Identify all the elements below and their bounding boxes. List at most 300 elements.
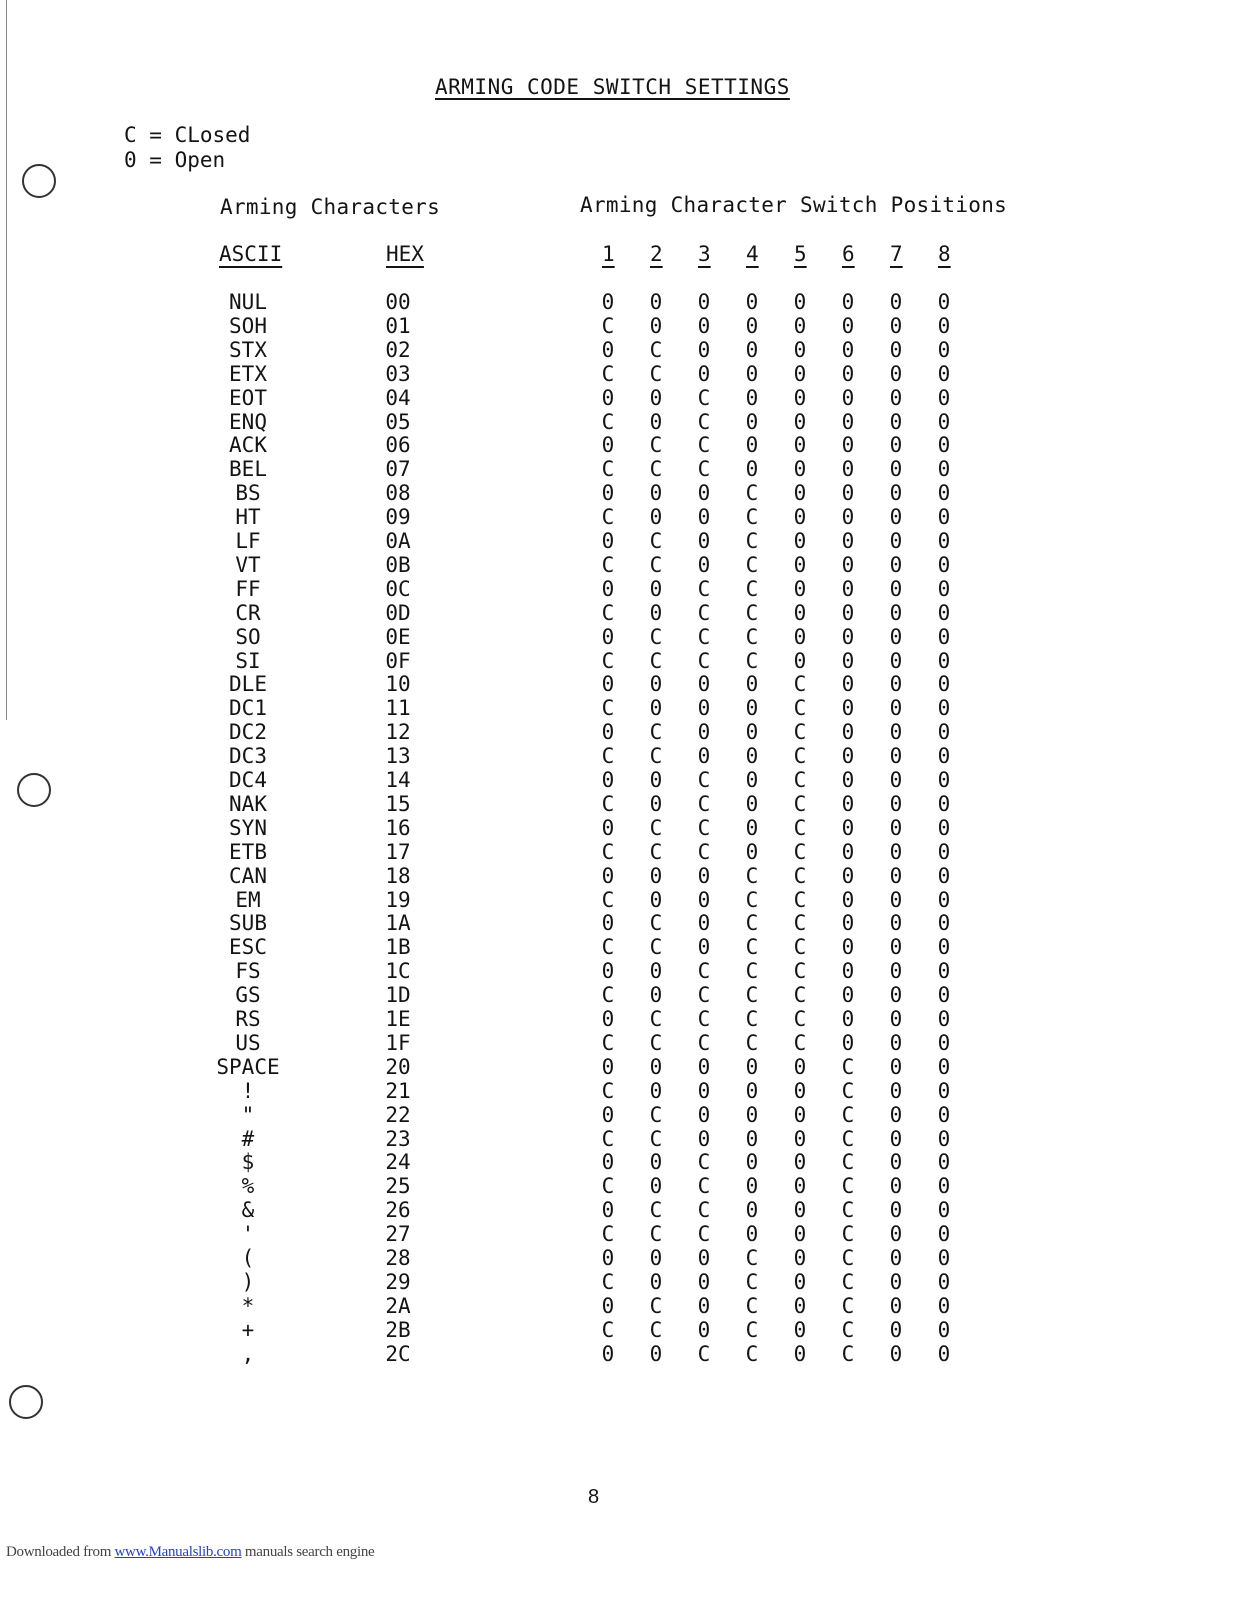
switch-3-cell: C (697, 385, 711, 410)
switch-2-cell: C (649, 839, 663, 864)
hex-cell: 24 (385, 1150, 411, 1175)
switch-8-cell: 0 (937, 624, 951, 649)
hex-cell: 0F (385, 648, 411, 673)
switch-7-cell: 0 (889, 1317, 903, 1342)
switch-4-cell: 0 (745, 361, 759, 386)
table-row (0, 529, 1237, 553)
switch-6-cell: 0 (841, 457, 855, 482)
hex-cell: 27 (385, 1222, 411, 1247)
switch-5-cell: 0 (793, 361, 807, 386)
switch-8-cell: 0 (937, 1102, 951, 1127)
hex-cell: 2B (385, 1317, 411, 1342)
punch-hole (22, 164, 56, 198)
switch-1-cell: C (601, 313, 615, 338)
ascii-cell: CAN (229, 863, 267, 888)
ascii-cell: ETX (229, 361, 267, 386)
switch-3-cell: C (697, 648, 711, 673)
hex-cell: 0E (385, 624, 411, 649)
switch-2-cell: 0 (649, 983, 663, 1008)
switch-8-cell: 0 (937, 815, 951, 840)
switch-2-cell: 0 (649, 1341, 663, 1366)
switch-5-cell: 0 (793, 648, 807, 673)
ascii-cell: ) (241, 1269, 255, 1294)
switch-8-cell: 0 (937, 600, 951, 625)
switch-4-cell: C (745, 505, 759, 530)
footer-suffix: manuals search engine (241, 1544, 375, 1560)
switch-3-cell: C (697, 1174, 711, 1199)
switch-8-cell: 0 (937, 959, 951, 984)
switch-3-cell: C (697, 1198, 711, 1223)
switch-5-cell: 0 (793, 457, 807, 482)
switch-2-cell: C (649, 1030, 663, 1055)
switch-8-cell: 0 (937, 361, 951, 386)
table-row (0, 1079, 1237, 1103)
switch-5-cell: C (793, 911, 807, 936)
table-row (0, 983, 1237, 1007)
switch-5-cell: C (793, 1007, 807, 1031)
switch-8-cell: 0 (937, 887, 951, 912)
switch-8-cell: 0 (937, 983, 951, 1008)
switch-8-cell: 0 (937, 1078, 951, 1103)
switch-3-cell: 0 (697, 1317, 711, 1342)
hex-cell: 02 (385, 337, 411, 362)
switch-5-cell: C (793, 768, 807, 792)
switch-3-cell: 0 (697, 1078, 711, 1103)
ascii-cell: SYN (229, 815, 267, 840)
switch-7-cell: 0 (889, 361, 903, 386)
switch-4-cell: C (745, 648, 759, 673)
switch-4-cell: C (745, 529, 759, 553)
switch-7-cell: 0 (889, 600, 903, 625)
switch-4-cell: C (745, 552, 759, 577)
switch-5-cell: 0 (793, 505, 807, 530)
switch-6-cell: C (841, 1269, 855, 1294)
hex-cell: 07 (385, 457, 411, 482)
table-row (0, 816, 1237, 840)
switch-4-cell: 0 (745, 433, 759, 458)
switch-1-cell: 0 (601, 481, 615, 506)
table-row (0, 720, 1237, 744)
switch-6-cell: 0 (841, 529, 855, 553)
switch-5-cell: 0 (793, 552, 807, 577)
switch-2-cell: C (649, 1293, 663, 1318)
switch-7-cell: 0 (889, 1269, 903, 1294)
switch-7-cell: 0 (889, 409, 903, 434)
switch-5-cell: 0 (793, 1293, 807, 1318)
switch-4-cell: 0 (745, 290, 759, 314)
switch-6-cell: 0 (841, 768, 855, 792)
table-row (0, 935, 1237, 959)
switch-6-cell: 0 (841, 863, 855, 888)
ascii-cell: GS (235, 983, 261, 1008)
switch-8-cell: 0 (937, 481, 951, 506)
switch-4-cell: C (745, 1293, 759, 1318)
switch-8-cell: 0 (937, 744, 951, 769)
switch-7-cell: 0 (889, 457, 903, 482)
ascii-cell: DLE (229, 672, 267, 697)
ascii-cell: EOT (229, 385, 267, 410)
switch-1-cell: C (601, 648, 615, 673)
switch-7-cell: 0 (889, 576, 903, 601)
switch-5-cell: 0 (793, 600, 807, 625)
switch-2-cell: C (649, 815, 663, 840)
column-header-switch-5: 5 (794, 242, 807, 266)
switch-6-cell: 0 (841, 600, 855, 625)
switch-8-cell: 0 (937, 1246, 951, 1270)
switch-5-cell: C (793, 815, 807, 840)
switch-6-cell: 0 (841, 696, 855, 721)
table-row (0, 1270, 1237, 1294)
switch-6-cell: 0 (841, 672, 855, 697)
manualslib-link[interactable]: www.Manualslib.com (114, 1544, 242, 1560)
switch-5-cell: C (793, 863, 807, 888)
ascii-cell: ENQ (229, 409, 267, 434)
table-row (0, 601, 1237, 625)
switch-5-cell: 0 (793, 576, 807, 601)
switch-5-cell: 0 (793, 1317, 807, 1342)
switch-6-cell: C (841, 1102, 855, 1127)
table-row (0, 433, 1237, 457)
table-row (0, 1103, 1237, 1127)
switch-3-cell: C (697, 791, 711, 816)
switch-2-cell: C (649, 529, 663, 553)
table-row (0, 649, 1237, 673)
switch-4-cell: C (745, 1246, 759, 1270)
table-row (0, 1055, 1237, 1079)
switch-6-cell: 0 (841, 576, 855, 601)
switch-1-cell: 0 (601, 385, 615, 410)
hex-cell: 09 (385, 505, 411, 530)
switch-5-cell: 0 (793, 1198, 807, 1223)
switch-2-cell: C (649, 1198, 663, 1223)
switch-8-cell: 0 (937, 911, 951, 936)
hex-cell: 18 (385, 863, 411, 888)
hex-cell: 11 (385, 696, 411, 721)
switch-7-cell: 0 (889, 959, 903, 984)
switch-7-cell: 0 (889, 529, 903, 553)
switch-2-cell: C (649, 337, 663, 362)
switch-1-cell: C (601, 1317, 615, 1342)
switch-2-cell: C (649, 1007, 663, 1031)
switch-4-cell: C (745, 1341, 759, 1366)
switch-7-cell: 0 (889, 720, 903, 745)
table-row (0, 1127, 1237, 1151)
switch-6-cell: 0 (841, 290, 855, 314)
table-row (0, 768, 1237, 792)
column-header-hex: HEX (386, 242, 424, 266)
switch-7-cell: 0 (889, 839, 903, 864)
switch-7-cell: 0 (889, 887, 903, 912)
switch-7-cell: 0 (889, 672, 903, 697)
hex-cell: 13 (385, 744, 411, 769)
switch-8-cell: 0 (937, 1341, 951, 1366)
switch-4-cell: 0 (745, 696, 759, 721)
switch-6-cell: C (841, 1341, 855, 1366)
column-header-switch-7: 7 (890, 242, 903, 266)
switch-2-cell: 0 (649, 696, 663, 721)
switch-1-cell: C (601, 409, 615, 434)
switch-7-cell: 0 (889, 1030, 903, 1055)
switch-4-cell: 0 (745, 409, 759, 434)
switch-3-cell: C (697, 409, 711, 434)
switch-3-cell: 0 (697, 1269, 711, 1294)
ascii-cell: SI (235, 648, 261, 673)
switch-6-cell: 0 (841, 959, 855, 984)
table-row (0, 959, 1237, 983)
switch-5-cell: 0 (793, 433, 807, 458)
switch-4-cell: 0 (745, 1150, 759, 1175)
table-row (0, 362, 1237, 386)
switch-5-cell: 0 (793, 313, 807, 338)
switch-3-cell: 0 (697, 1246, 711, 1270)
ascii-cell: % (241, 1174, 255, 1199)
switch-2-cell: 0 (649, 1246, 663, 1270)
switch-5-cell: 0 (793, 1078, 807, 1103)
switch-7-cell: 0 (889, 337, 903, 362)
switch-7-cell: 0 (889, 481, 903, 506)
switch-7-cell: 0 (889, 648, 903, 673)
switch-4-cell: C (745, 1269, 759, 1294)
switch-1-cell: 0 (601, 1341, 615, 1366)
ascii-cell: ESC (229, 935, 267, 960)
hex-cell: 1A (385, 911, 411, 936)
ascii-cell: NUL (229, 290, 267, 314)
switch-6-cell: 0 (841, 337, 855, 362)
switch-7-cell: 0 (889, 1078, 903, 1103)
switch-5-cell: 0 (793, 1246, 807, 1270)
ascii-cell: ' (241, 1222, 255, 1247)
ascii-cell: STX (229, 337, 267, 362)
switch-4-cell: C (745, 481, 759, 506)
switch-8-cell: 0 (937, 313, 951, 338)
switch-3-cell: C (697, 1150, 711, 1175)
hex-cell: 28 (385, 1246, 411, 1270)
switch-8-cell: 0 (937, 1222, 951, 1247)
table-row (0, 338, 1237, 362)
ascii-cell: DC2 (229, 720, 267, 745)
switch-3-cell: 0 (697, 481, 711, 506)
switch-4-cell: 0 (745, 744, 759, 769)
switch-4-cell: 0 (745, 457, 759, 482)
switch-7-cell: 0 (889, 696, 903, 721)
switch-5-cell: C (793, 791, 807, 816)
switch-1-cell: 0 (601, 1198, 615, 1223)
ascii-cell: SPACE (216, 1054, 280, 1079)
switch-6-cell: C (841, 1246, 855, 1270)
ascii-cell: ETB (229, 839, 267, 864)
column-header-switch-3: 3 (698, 242, 711, 266)
switch-2-cell: C (649, 1222, 663, 1247)
hex-cell: 06 (385, 433, 411, 458)
switch-2-cell: C (649, 744, 663, 769)
switch-4-cell: 0 (745, 385, 759, 410)
hex-cell: 1C (385, 959, 411, 984)
switch-4-cell: C (745, 600, 759, 625)
switch-5-cell: C (793, 935, 807, 960)
ascii-cell: & (241, 1198, 255, 1223)
ascii-cell: FS (235, 959, 261, 984)
switch-3-cell: 0 (697, 887, 711, 912)
switch-7-cell: 0 (889, 1054, 903, 1079)
switch-2-cell: 0 (649, 576, 663, 601)
switch-8-cell: 0 (937, 457, 951, 482)
switch-7-cell: 0 (889, 385, 903, 410)
switch-1-cell: 0 (601, 1102, 615, 1127)
switch-3-cell: 0 (697, 911, 711, 936)
switch-7-cell: 0 (889, 744, 903, 769)
switch-1-cell: 0 (601, 337, 615, 362)
switch-6-cell: 0 (841, 552, 855, 577)
switch-6-cell: 0 (841, 624, 855, 649)
switch-6-cell: 0 (841, 887, 855, 912)
switch-6-cell: C (841, 1054, 855, 1079)
switch-6-cell: C (841, 1293, 855, 1318)
table-row (0, 911, 1237, 935)
switch-8-cell: 0 (937, 385, 951, 410)
hex-cell: 1B (385, 935, 411, 960)
switch-4-cell: 0 (745, 839, 759, 864)
switch-6-cell: 0 (841, 409, 855, 434)
switch-5-cell: 0 (793, 1126, 807, 1151)
table-row (0, 1007, 1237, 1031)
table-row (0, 553, 1237, 577)
switch-5-cell: 0 (793, 1054, 807, 1079)
table-row (0, 888, 1237, 912)
switch-7-cell: 0 (889, 1174, 903, 1199)
table-row (0, 1318, 1237, 1342)
switch-4-cell: C (745, 624, 759, 649)
legend-open: 0 = Open (124, 148, 226, 172)
switch-1-cell: C (601, 1174, 615, 1199)
hex-cell: 1F (385, 1030, 411, 1055)
section-heading-arming-characters: Arming Characters (220, 195, 441, 219)
switch-3-cell: 0 (697, 337, 711, 362)
switch-1-cell: C (601, 791, 615, 816)
ascii-cell: ACK (229, 433, 267, 458)
switch-2-cell: C (649, 935, 663, 960)
switch-8-cell: 0 (937, 409, 951, 434)
switch-2-cell: C (649, 552, 663, 577)
switch-5-cell: C (793, 959, 807, 984)
switch-7-cell: 0 (889, 313, 903, 338)
ascii-cell: DC4 (229, 768, 267, 792)
hex-cell: 0C (385, 576, 411, 601)
switch-8-cell: 0 (937, 696, 951, 721)
switch-8-cell: 0 (937, 1174, 951, 1199)
switch-1-cell: C (601, 552, 615, 577)
switch-7-cell: 0 (889, 1102, 903, 1127)
switch-6-cell: 0 (841, 505, 855, 530)
switch-7-cell: 0 (889, 1198, 903, 1223)
switch-7-cell: 0 (889, 935, 903, 960)
switch-5-cell: 0 (793, 290, 807, 314)
switch-2-cell: 0 (649, 863, 663, 888)
switch-6-cell: 0 (841, 1007, 855, 1031)
switch-5-cell: C (793, 672, 807, 697)
table-row (0, 840, 1237, 864)
switch-4-cell: 0 (745, 1078, 759, 1103)
switch-8-cell: 0 (937, 1007, 951, 1031)
switch-6-cell: C (841, 1317, 855, 1342)
switch-7-cell: 0 (889, 983, 903, 1008)
switch-6-cell: 0 (841, 744, 855, 769)
switch-5-cell: C (793, 720, 807, 745)
switch-1-cell: 0 (601, 911, 615, 936)
switch-4-cell: 0 (745, 313, 759, 338)
switch-2-cell: C (649, 720, 663, 745)
switch-5-cell: 0 (793, 1269, 807, 1294)
switch-1-cell: 0 (601, 290, 615, 314)
hex-cell: 23 (385, 1126, 411, 1151)
ascii-cell: BS (235, 481, 261, 506)
switch-1-cell: C (601, 839, 615, 864)
switch-5-cell: 0 (793, 1174, 807, 1199)
switch-8-cell: 0 (937, 552, 951, 577)
table-row (0, 481, 1237, 505)
switch-8-cell: 0 (937, 648, 951, 673)
switch-3-cell: C (697, 1007, 711, 1031)
hex-cell: 21 (385, 1078, 411, 1103)
table-row (0, 1174, 1237, 1198)
switch-7-cell: 0 (889, 1293, 903, 1318)
footer-prefix: Downloaded from (6, 1544, 115, 1560)
switch-6-cell: C (841, 1150, 855, 1175)
switch-4-cell: 0 (745, 720, 759, 745)
switch-2-cell: 0 (649, 409, 663, 434)
switch-5-cell: C (793, 983, 807, 1008)
switch-3-cell: C (697, 1222, 711, 1247)
switch-6-cell: 0 (841, 935, 855, 960)
switch-6-cell: 0 (841, 815, 855, 840)
column-header-switch-4: 4 (746, 242, 759, 266)
ascii-cell: ( (241, 1246, 255, 1270)
switch-5-cell: C (793, 696, 807, 721)
switch-8-cell: 0 (937, 935, 951, 960)
hex-cell: 0A (385, 529, 411, 553)
switch-2-cell: 0 (649, 481, 663, 506)
switch-8-cell: 0 (937, 1126, 951, 1151)
switch-3-cell: 0 (697, 552, 711, 577)
table-row (0, 1294, 1237, 1318)
switch-3-cell: C (697, 768, 711, 792)
switch-8-cell: 0 (937, 672, 951, 697)
switch-2-cell: C (649, 911, 663, 936)
switch-5-cell: 0 (793, 624, 807, 649)
hex-cell: 29 (385, 1269, 411, 1294)
switch-2-cell: C (649, 1102, 663, 1127)
switch-6-cell: 0 (841, 433, 855, 458)
switch-1-cell: C (601, 1222, 615, 1247)
switch-5-cell: 0 (793, 337, 807, 362)
switch-1-cell: C (601, 935, 615, 960)
table-row (0, 1150, 1237, 1174)
switch-2-cell: 0 (649, 1054, 663, 1079)
hex-cell: 25 (385, 1174, 411, 1199)
switch-2-cell: 0 (649, 887, 663, 912)
ascii-cell: * (241, 1293, 255, 1318)
table-row (0, 386, 1237, 410)
switch-7-cell: 0 (889, 791, 903, 816)
column-header-switch-6: 6 (842, 242, 855, 266)
switch-3-cell: 0 (697, 935, 711, 960)
switch-2-cell: 0 (649, 1078, 663, 1103)
switch-1-cell: 0 (601, 1246, 615, 1270)
switch-1-cell: C (601, 1126, 615, 1151)
table-row (0, 1222, 1237, 1246)
hex-cell: 26 (385, 1198, 411, 1223)
switch-8-cell: 0 (937, 1054, 951, 1079)
hex-cell: 04 (385, 385, 411, 410)
